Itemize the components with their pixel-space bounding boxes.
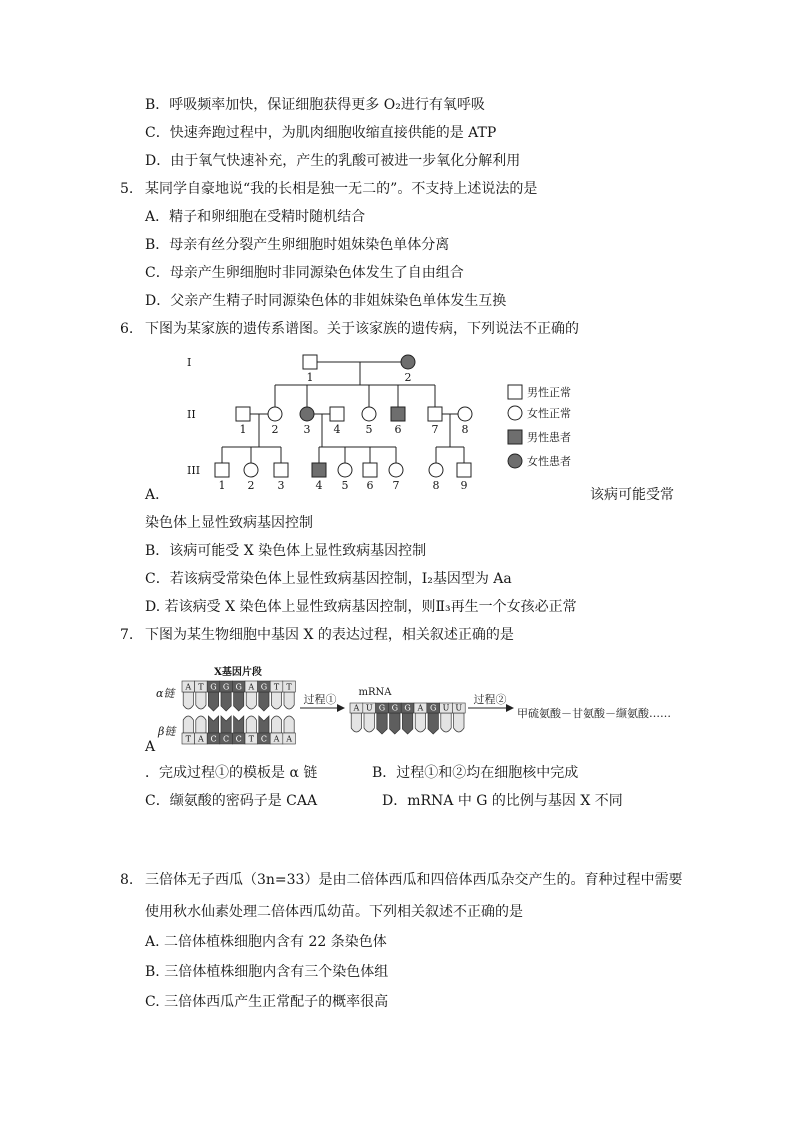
q7-option-a-text: ．完成过程①的模板是 α 链	[145, 765, 318, 781]
beta-base-4-letter: C	[223, 734, 230, 744]
pedigree-members	[187, 355, 472, 492]
legend-symbol-male-normal	[508, 385, 522, 399]
generation-label-III: III	[187, 464, 201, 477]
q5-option-c: C．母亲产生卵细胞时非同源染色体发生了自由组合	[145, 265, 464, 281]
pedigree-number-II-6: 6	[394, 423, 402, 436]
pedigree-number-I-2: 2	[404, 371, 412, 384]
q7-option-b: B．过程①和②均在细胞核中完成	[372, 765, 579, 781]
q6-option-a-text-line1: 该病可能受常	[590, 487, 674, 503]
mrna-base-1-letter: A	[353, 703, 360, 713]
alpha-base-tooth-9	[284, 692, 294, 709]
q8-option-a: A. 二倍体植株细胞内含有 22 条染色体	[145, 934, 387, 950]
pedigree-number-III-8: 8	[432, 479, 440, 492]
mrna-base-tooth-8	[441, 713, 451, 732]
alpha-base-5-letter: G	[235, 682, 242, 692]
alpha-base-4-letter: G	[222, 682, 230, 692]
q7-option-a-label: A	[145, 739, 156, 755]
beta-strand-label: β链	[158, 725, 176, 738]
q5-option-a: A．精子和卵细胞在受精时随机结合	[145, 209, 366, 225]
mrna-base-8-letter: U	[442, 703, 450, 713]
alpha-base-6-letter: A	[248, 682, 255, 692]
q4-option-d: D．由于氧气快速补充，产生的乳酸可被进一步氧化分解利用	[145, 153, 521, 169]
beta-base-tooth-1	[183, 716, 193, 733]
q7-option-c: C．缬氨酸的密码子是 CAA	[145, 793, 318, 809]
pedigree-number-III-3: 3	[277, 479, 285, 492]
alpha-base-8-letter: T	[273, 682, 280, 692]
gene-fragment-title: X基因片段	[214, 667, 262, 678]
mrna-base-tooth-9	[454, 713, 464, 732]
alpha-base-tooth-5	[234, 692, 244, 711]
q6-option-b: B．该病可能受 X 染色体上显性致病基因控制	[145, 543, 427, 559]
pedigree-III-2-female-normal	[244, 463, 258, 477]
beta-base-tooth-7	[259, 716, 269, 733]
alpha-base-9-letter: T	[286, 682, 292, 692]
pedigree-II-3-female-affected	[300, 407, 314, 421]
mrna-base-tooth-6	[415, 713, 425, 732]
alpha-base-2-letter: T	[198, 682, 204, 692]
q5-number: 5.	[120, 181, 134, 197]
beta-base-3-letter: C	[210, 734, 217, 744]
q5-option-b: B．母亲有丝分裂产生卵细胞时姐妹染色单体分离	[145, 237, 450, 253]
beta-base-1-letter: T	[185, 734, 191, 744]
generation-label-I: I	[187, 356, 192, 369]
pedigree-number-II-4: 4	[333, 423, 341, 436]
alpha-base-7-letter: G	[260, 682, 268, 692]
q7-stem: 下图为某生物细胞中基因 X 的表达过程，相关叙述正确的是	[145, 627, 514, 643]
beta-base-6-letter: T	[248, 734, 254, 744]
q8-number: 8.	[120, 872, 134, 888]
pedigree-number-III-7: 7	[392, 479, 400, 492]
beta-base-tooth-9	[284, 716, 294, 733]
q8-option-b: B. 三倍体植株细胞内含有三个染色体组	[145, 964, 389, 980]
mrna-label: mRNA	[358, 687, 392, 698]
pedigree-III-5-female-normal	[338, 463, 352, 477]
mrna-base-9-letter: U	[455, 703, 463, 713]
legend-text-female-affected: 女性患者	[527, 455, 571, 468]
q8-option-c: C. 三倍体西瓜产生正常配子的概率很高	[145, 994, 389, 1010]
mrna-base-tooth-5	[402, 713, 412, 734]
beta-base-tooth-4	[221, 716, 231, 733]
mrna-base-3-letter: G	[378, 703, 386, 713]
gene-expression-diagram	[150, 660, 690, 750]
q6-option-d: D. 若该病受 X 染色体上显性致病基因控制，则Ⅱ₃再生一个女孩必正常	[145, 599, 577, 615]
q4-option-b: B．呼吸频率加快，保证细胞获得更多 O₂进行有氧呼吸	[145, 97, 485, 113]
mrna-base-tooth-1	[351, 713, 361, 732]
pedigree-III-6-male-normal	[363, 463, 377, 477]
mrna-base-2-letter: U	[365, 703, 373, 713]
pedigree-III-8-female-normal	[429, 463, 443, 477]
step2-label: 过程②	[473, 693, 507, 706]
alpha-strand-label: α链	[156, 687, 175, 700]
beta-base-tooth-5	[234, 716, 244, 733]
pedigree-I-1-male-normal	[303, 355, 317, 369]
pedigree-number-III-6: 6	[366, 479, 374, 492]
q5-option-d: D．父亲产生精子时同源染色体的非姐妹染色单体发生互换	[145, 293, 507, 309]
mrna-base-tooth-7	[428, 713, 438, 734]
alpha-base-3-letter: G	[210, 682, 217, 692]
pedigree-number-III-1: 1	[218, 479, 226, 492]
beta-base-5-letter: C	[235, 734, 242, 744]
beta-base-tooth-2	[196, 716, 206, 733]
legend-text-female-normal: 女性正常	[527, 407, 571, 420]
mrna-base-tooth-2	[364, 713, 374, 732]
q6-number: 6.	[120, 321, 134, 337]
q6-option-c: C．若该病受常染色体上显性致病基因控制，Ⅰ₂基因型为 Aa	[145, 571, 512, 587]
beta-base-9-letter: A	[286, 734, 292, 744]
legend-symbol-female-normal	[508, 406, 522, 420]
pedigree-II-4-male-normal	[330, 407, 344, 421]
q8-stem-line1: 三倍体无子西瓜（3n=33）是由二倍体西瓜和四倍体西瓜杂交产生的。育种过程中需要	[145, 872, 683, 888]
legend-symbol-male-affected	[508, 430, 522, 444]
q6-option-a-label: A．	[145, 487, 170, 503]
alpha-base-tooth-4	[221, 692, 231, 711]
legend-text-male-affected: 男性患者	[527, 431, 571, 444]
mrna-base-6-letter: A	[417, 703, 424, 713]
beta-base-tooth-3	[208, 716, 218, 733]
pedigree-number-II-3: 3	[303, 423, 311, 436]
pedigree-II-7-male-normal	[428, 407, 442, 421]
alpha-base-tooth-3	[208, 692, 218, 711]
mrna-base-5-letter: G	[404, 703, 411, 713]
q7-number: 7.	[120, 627, 134, 643]
pedigree-II-5-female-normal	[362, 407, 376, 421]
beta-base-tooth-6	[246, 716, 256, 733]
beta-base-tooth-8	[271, 716, 281, 733]
beta-base-2-letter: A	[198, 734, 204, 744]
peptide-product: 甲硫氨酸－甘氨酸－缬氨酸……	[517, 707, 671, 720]
pedigree-III-7-female-normal	[389, 463, 403, 477]
beta-base-7-letter: C	[260, 734, 267, 744]
mrna-strand	[350, 703, 465, 734]
pedigree-number-III-2: 2	[247, 479, 255, 492]
mrna-base-7-letter: G	[430, 703, 437, 713]
dna-double-strand	[182, 681, 295, 744]
alpha-base-1-letter: A	[185, 682, 192, 692]
pedigree-number-II-8: 8	[461, 423, 469, 436]
step1-label: 过程①	[303, 693, 337, 706]
pedigree-III-9-male-normal	[457, 463, 471, 477]
legend-text-male-normal: 男性正常	[527, 386, 571, 399]
mrna-base-tooth-4	[390, 713, 400, 734]
q8-stem-line2: 使用秋水仙素处理二倍体西瓜幼苗。下列相关叙述不正确的是	[145, 904, 523, 920]
q7-option-d: D．mRNA 中 G 的比例与基因 X 不同	[382, 793, 623, 809]
pedigree-number-I-1: 1	[306, 371, 314, 384]
pedigree-II-6-male-affected	[391, 407, 405, 421]
pedigree-III-4-male-affected	[312, 463, 326, 477]
pedigree-number-II-2: 2	[271, 423, 279, 436]
mrna-base-4-letter: G	[391, 703, 398, 713]
alpha-base-tooth-6	[246, 692, 256, 709]
pedigree-number-II-5: 5	[365, 423, 373, 436]
pedigree-II-8-female-normal	[458, 407, 472, 421]
pedigree-II-2-female-normal	[268, 407, 282, 421]
q6-stem: 下图为某家族的遗传系谱图。关于该家族的遗传病，下列说法不正确的	[145, 321, 579, 337]
alpha-base-tooth-7	[259, 692, 269, 711]
pedigree-III-1-male-normal	[215, 463, 229, 477]
pedigree-number-III-5: 5	[341, 479, 349, 492]
alpha-base-tooth-2	[196, 692, 206, 709]
pedigree-number-II-1: 1	[239, 423, 247, 436]
pedigree-II-1-male-normal	[236, 407, 250, 421]
mrna-base-tooth-3	[377, 713, 387, 734]
beta-base-8-letter: A	[273, 734, 280, 744]
pedigree-I-2-female-affected	[401, 355, 415, 369]
pedigree-III-3-male-normal	[274, 463, 288, 477]
q4-option-c: C．快速奔跑过程中，为肌肉细胞收缩直接供能的是 ATP	[145, 125, 497, 141]
pedigree-number-III-4: 4	[315, 479, 323, 492]
legend-symbol-female-affected	[508, 454, 522, 468]
pedigree-number-III-9: 9	[460, 479, 468, 492]
pedigree-chart	[180, 345, 600, 495]
alpha-base-tooth-8	[271, 692, 281, 709]
pedigree-number-II-7: 7	[431, 423, 439, 436]
q5-stem: 某同学自豪地说“我的长相是独一无二的”。不支持上述说法的是	[145, 181, 538, 197]
alpha-base-tooth-1	[183, 692, 193, 709]
generation-label-II: II	[187, 408, 196, 421]
q6-option-a-text-line2: 染色体上显性致病基因控制	[145, 515, 313, 531]
pedigree-legend	[508, 385, 571, 468]
